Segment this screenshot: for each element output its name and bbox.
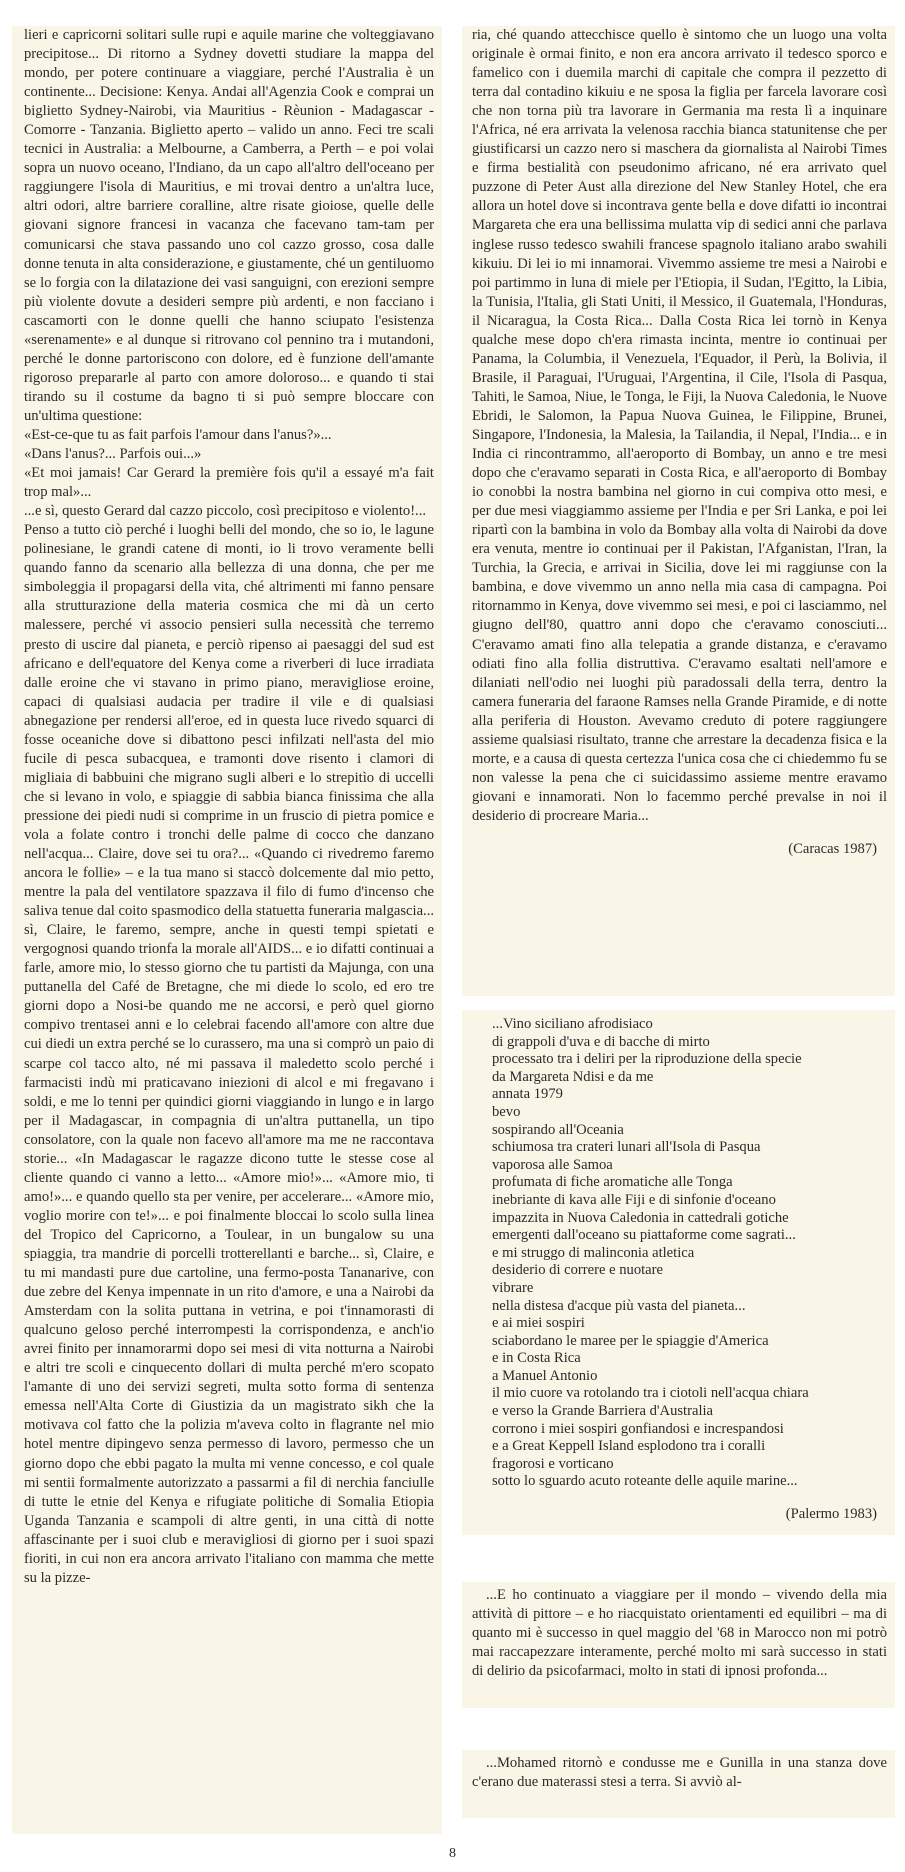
continuation-text: ...E ho continuato a viaggiare per il mondo – vivendo della mia attività di pittore – e ho riacquistato orientamenti ed equilibri – ma di quanto mi è successo in quel maggio del '68 in Marocco non mi potrò mai raccapezzare interamente, perché molto mi sarà successo in stati di delirio da psicofarmaci, molto in stati di ipnosi profonda... [472,1587,887,1680]
mohamed-paragraph [462,1750,895,1818]
poem-line: vaporosa alle Samoa [492,1156,613,1173]
poem-line: sotto lo sguardo acuto roteante delle aquile marine... [492,1473,798,1490]
poem-line: bevo [492,1103,521,1120]
poem-line: e a Great Keppell Island esplodono tra i coralli [492,1438,766,1455]
palermo-signature: (Palermo 1983) [785,1506,877,1523]
poem-line: corrono i miei sospiri gonfiandosi e increspandosi [492,1420,784,1437]
poem-line: e ai miei sospiri [492,1315,585,1332]
poem-line: vibrare [492,1279,534,1296]
page-number: 8 [449,1846,456,1861]
mohamed-text: ...Mohamed ritornò e condusse me e Gunilla in una stanza dove c'erano due materassi stesi a terra. Si avviò al- [472,1755,887,1791]
poem-line: ...Vino siciliano afrodisiaco [492,1016,653,1032]
poem-lines [492,1016,887,1491]
poem-line: impazzita in Nuova Caledonia in cattedrali gotiche [492,1209,789,1226]
right-prose-text: ria, ché quando attecchisce quello è sintomo che un luogo una volta originale è ormai finito, e non era ancora arrivato il tedesco sporco e famelico con i duemila marchi di capitale che compra il pezzetto di terra dal contadino kikuiu e ne sposa la figlia per farcela lavorare così che non torna più tra lavorare in Germania ma resta lì a inquinare l'Africa, né era arrivata la velenosa racchia bianca statunitense che per giustificarsi un cazzo nero si maschera da giornalista al Nairobi Times e firma bestialità con pseudonimo africano, né era arrivato quel puzzone di Peter Aust alla direzione del New Stanley Hotel, che era allora un hotel dove si incontrava gente bella e dove difatti io incontrai Margareta che era una bellissima mulatta vip di sedici anni che parlava inglese russo tedesco swahili francese spagnolo italiano arabo swahili kikuiu. Di lei io mi innamorai. Vivemmo assieme tre mesi a Nairobi e poi partimmo in luna di miele per l'Etiopia, il Sudan, l'Egitto, la Libia, la Tunisia, l'Italia, gli Stati Uniti, il Messico, il Guatemala, l'Honduras, il Nicaragua, la Costa Rica... Dalla Costa Rica lei tornò in Kenya qualche mese dopo ch'era rimasta incinta, mentre io continuai per Panama, la Columbia, il Venezuela, l'Equador, il Perù, la Bolivia, il Brasile, il Paraguai, l'Uruguai, l'Argentina, il Cile, l'Isola di Pasqua, Tahiti, le Samoa, Niue, le Tonga, le Fiji, la Nuova Caledonia, le Nuove Ebridi, le Salomon, la Papua Nuova Guinea, le Filippine, Brunei, Singapore, l'Indonesia, la Malesia, la Tailandia, il Nepal, l'India... e in India ci rincontrammo, all'aeroporto di Bombay, un anno e tre mesi dopo che c'eravamo separati in Costa Rica, e all'aeroporto di Bombay io conobbi la nostra bambina nel giorno in cui compiva otto mesi, e per due mesi viaggiammo assieme per l'India e per Sri Lanka, e poi lei ripartì con la bambina in volo da Bombay alla volta di Nairobi da dove era venuta, mentre io continuai per il Pakistan, l'Afganistan, l'Iran, la Turchia, la Grecia, e arrivai in Sicilia, dove lei mi raggiunse con la bambina, e dove vivemmo un anno nella mia casa di campagna. Poi ritornammo in Kenya, dove vivemmo sei mesi, e poi ci lasciammo, nel giugno dell'80, quattro anni dopo che c'eravamo conosciuti... C'eravamo amati fino alla telepatia a grande distanza, e c'eravamo odiati fino alla follia distruttiva. C'eravamo esaltati nell'amore e dilaniati nell'odio nei luoghi più paradossali della terra, dentro la camera funeraria del faraone Ramses nella Grande Piramide, e di notte alla periferia di Houston. Avevamo creduto di potere raggiungere assieme qualsiasi risultato, tranne che arrestare la decadenza fisica e la morte, e a causa di questa certezza l'unica cosa che ci chiedemmo fu se non valesse la pena che ci suicidassimo assieme mentre eravamo giovani e innamorati. Non lo facemmo perché prevalse in noi il desiderio di procreare Maria... [472,27,887,824]
poem-line: inebriante di kava alle Fiji e di sinfonie d'oceano [492,1191,776,1208]
poem-line: schiumosa tra crateri lunari all'Isola di Pasqua [492,1139,761,1156]
poem-line: profumata di fiche aromatiche alle Tonga [492,1174,733,1191]
poem-line: sospirando all'Oceania [492,1121,624,1138]
poem-line: il mio cuore va rotolando tra i ciotoli nell'acqua chiara [492,1385,809,1402]
poem-line: annata 1979 [492,1086,563,1103]
poem-line: da Margareta Ndisi e da me [492,1068,654,1085]
poem-line: a Manuel Antonio [492,1367,598,1384]
poem-line: processato tra i deliri per la riproduzione della specie [492,1051,802,1068]
poem-line: emergenti dall'oceano su piattaforme come sagrati... [492,1227,796,1244]
poem-line: desiderio di correre e nuotare [492,1262,663,1279]
caracas-signature: (Caracas 1987) [788,840,877,857]
right-prose-block [462,26,895,996]
poem-line: di grappoli d'uva e di bacche di mirto [492,1033,710,1050]
poem-line: nella distesa d'acque più vasta del pianeta... [492,1297,746,1314]
poem-line: e in Costa Rica [492,1350,581,1367]
poem-line: e mi struggo di malinconia atletica [492,1244,695,1261]
continuation-paragraph [462,1582,895,1708]
left-column-text: lieri e capricorni solitari sulle rupi e aquile marine che volteggiavano precipitose... Di ritorno a Sydney dovetti studiare la mappa del mondo, per potere continuare a viaggiare, perché l'Australia è un continente... Decisione: Kenya. Andai all'Agenzia Cook e comprai un biglietto Sydney-Nairobi, via Mauritius - Rèunion - Madagascar - Comorre - Tanzania. Biglietto aperto – valido un anno. Feci tre scali tecnici in Australia: a Melbourne, a Camberra, a Perth – e poi volai sopra un nuovo oceano, l'Indiano, da un capo all'altro dell'oceano per raggiungere l'isola di Mauritius, e mi trovai dentro a un'altra luce, altri odori, altre barriere coralline, altre risate gioiose, quelle delle giovani signore francesi in vacanza che facevano tam-tam per comunicarsi che stava passando uno col cazzo grosso, cosa dalle donne tenuta in alta considerazione, e giustamente, ché un gentiluomo se lo forgia con la dilatazione dei vasi sanguigni, con erezioni sempre più violente dovute a desideri sempre più ardenti, e non facciano i cascamorti con le donne quelli che hanno sciupato l'esistenza «serenamente» e al dunque si ritrovano col pennino tra i mutandoni, perché le donne partoriscono con dolore, ed è funzione dell'amante rigoroso prepararle al parto con amore doloroso... e quando ti stai tirando su il costume da bagno ti si può sempre bloccare con un'ultima questione: «Est-ce-que tu as fait parfois l'amour dans l'anus?»... «Dans l'anus?... Parfois oui...» «Et moi jamais! Car Gerard la première fois qu'il a essayé m'a fait trop mal»... ...e sì, questo Gerard dal cazzo piccolo, così precipitoso e violento!... Penso a tutto ciò perché i luoghi belli del mondo, che so io, le lagune polinesiane, le grandi catene di monti, io li trovo veramente belli quando fanno da scenario alla bellezza di una donna, che per me simboleggia il propagarsi della vita, ché altrimenti mi fanno pensare alla strutturazione della materia cosmica che mi dà un certo malessere, perché vi associo pensieri sulla necessità che terremo presto di uscire dal pianeta, e perciò ripenso ai paesaggi del sud est africano e dell'equatore del Kenya come a riverberi di luce irradiata dalle eroine che vi stavano in primo piano, meravigliose eroine, capaci di qualsiasi audacia per tradire il vile e di qualsiasi abnegazione per rendersi all'eroe, ed in questa luce rivedo squarci di fosse oceaniche dove si dibattono pesci infilzati nell'asta del mio fucile di pesca subacquea, e tramonti dove risento i clamori di migliaia di babbuini che migrano sugli alberi e lo strepitìo di uccelli che si levano in volo, e spiaggie di sabbia bianca finissima che alla pressione dei piedi nudi si comprime in un fruscio di pietra pomice e vola a folate contro i tronchi delle palme di cocco che danzano nell'acqua... Claire, dove sei tu ora?... «Quando ci rivedremo faremo ancora le follie» – e la tua mano si staccò dolcemente dal mio petto, mentre la pala del ventilatore spazzava il filo di fumo d'incenso che saliva tenue dal coito spasmodico della statuetta funeraria malgascia... sì, Claire, le faremo, sempre, anche in questi tempi spietati e vergognosi quando trionfa la morale all'AIDS... e io difatti continuai a farle, amore mio, lo stesso giorno che tu partisti da Majunga, con una puttanella del Café de Bretagne, che mi diede lo scolo, ed ero tre giorni dopo a Nosi-be quando me ne accorsi, e però quel giorno compivo trentasei anni e lo celebrai facendo all'amore con altre due cui diedi un extra perché se lo curassero, ma una si comprò un paio di scarpe col tacco alto, né mi passava il maledetto scolo perché i farmacisti indù mi praticavano iniezioni di alcol e mi fregavano i soldi, e me lo tenni per quindici giorni viaggiando in lungo e in largo per il Madagascar, in compagnia di un'altra puttanella, un tipo consolatore, con la quale non facevo all'amore ma me ne raccontava storie... «In Madagascar le ragazze dicono tutte le stesse cose al cliente quando ci vanno a letto... «Amore mio!»... «Amore mio, ti amo!»... e quando quello sta per venire, per accelerare... «Amore mio, voglio morire con te!»... e poi finalmente bloccai lo scolo sulla linea del Tropico del Capricorno, a Toulear, in un bungalow su una spiaggia, tra mandrie di porcelli trotterellanti e barche... sì, Claire, e tu mi mandasti pure due cartoline, una fermo-posta Tananarive, con due zebre del Kenya impennate in un rito d'amore, e una a Nairobi da Amsterdam con la solita puttana in vetrina, e poi t'innamorasti di qualcuno geloso perché interrompesti la corrispondenza, e anch'io avrei finito per innamorarmi dopo sei mesi di vita notturna a Nairobi e altri tre scoli e cinquecento dollari di multa perché m'ero scopato l'amante di uno dei servizi segreti, multa sotto forma di sentenza emessa nell'Alta Corte di Giustizia da un magistrato sikh che la motivava col fatto che la polizia m'aveva colto in flagrante nel mio hotel mentre dipingevo senza permesso di lavoro, permesso che un giorno dopo che ebbi pagato la multa mi venne concesso, e col quale mi sentii formalmente autorizzato a passarmi a fil di nerchia fanciulle di tutte le etnie del Kenya e rifugiate politiche di Somalia Etiopia Uganda Tanzania e scampoli di altre genti, in una città di notte affascinante per i suoi club e meravigliosi di giorno per i suoi spazi fioriti, in cui non era ancora arrivato l'italiano con mamma che mette su la pizze- [24,27,434,1586]
left-text-column [12,26,442,1834]
poem-line: e verso la Grande Barriera d'Australia [492,1403,714,1420]
poem-line: sciabordano le maree per le spiaggie d'America [492,1332,769,1349]
poem-line: fragorosi e vorticano [492,1455,614,1472]
poem-block [462,1010,895,1535]
